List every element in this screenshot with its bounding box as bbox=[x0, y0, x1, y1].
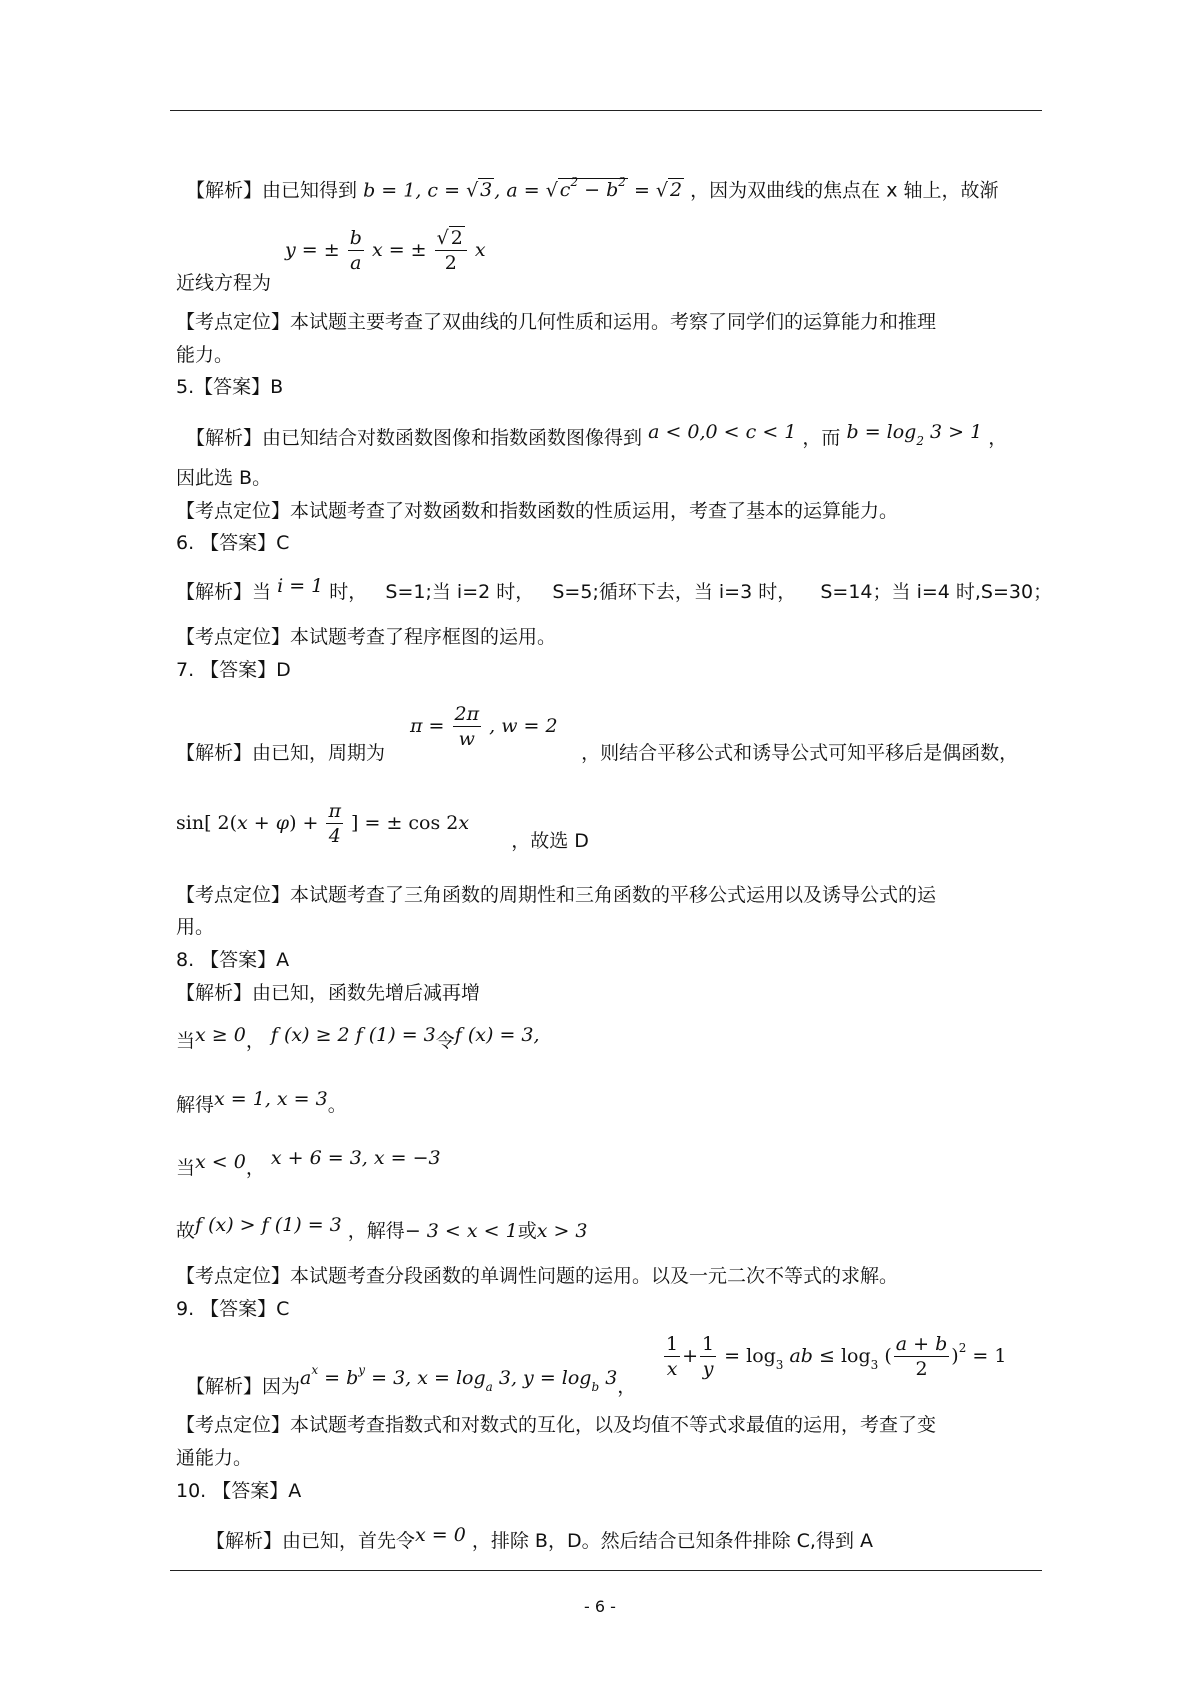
formula-i1: i = 1 bbox=[277, 575, 324, 597]
text: ， bbox=[617, 1375, 637, 1398]
formula-ac: a < 0,0 < c < 1 bbox=[648, 421, 797, 443]
q6-analysis bbox=[176, 575, 1053, 605]
text: ，解得 bbox=[347, 1220, 405, 1242]
q4-analysis-line1 bbox=[186, 172, 999, 203]
text: 【解析】当 bbox=[176, 581, 272, 603]
q9-analysis: 【解析】因为$a^x = b^y = 3$, $x = \log_a 3$, $y = \log_b 3$， bbox=[186, 1363, 637, 1398]
q8-analysis-line4: 当x < 0， x + 6 = 3, x = −3 bbox=[176, 1147, 441, 1179]
q10-analysis: 【解析】由已知，首先令x = 0 ，排除 B，D。然后结合已知条件排除 C,得到 A bbox=[206, 1524, 873, 1552]
q5-analysis-line2: 因此选 B。 bbox=[176, 467, 272, 489]
footer-rule bbox=[170, 1570, 1042, 1571]
q7-answer: 7. 【答案】D bbox=[176, 659, 291, 681]
page-number: - 6 - bbox=[584, 1597, 616, 1616]
q5-answer: 5.【答案】B bbox=[176, 376, 284, 398]
q4-kaodian-line2: 能力。 bbox=[176, 344, 234, 366]
q8-analysis-line5: 故f (x) > f (1) = 3 ，解得− 3 < x < 1或x > 3 bbox=[176, 1214, 588, 1242]
text: 。 bbox=[327, 1094, 347, 1116]
formula-sin: sin[ 2(x + φ) + bbox=[176, 812, 319, 834]
q9-mean-inequality: $\frac{1}{x}$ + $\frac{1}{y}$ = $\log_3$ ab ≤ $\log_3$ ( $\frac{a + b}{2}$ )$^2$ = 1 bbox=[666, 1333, 1007, 1380]
q10-answer: 10. 【答案】A bbox=[176, 1480, 302, 1502]
text: ，排除 B，D。然后结合已知条件排除 C,得到 A bbox=[471, 1530, 873, 1552]
q7-kaodian-line1: 【考点定位】本试题考查了三角函数的周期性和三角函数的平移公式运用以及诱导公式的运 bbox=[176, 884, 937, 906]
q4-analysis-line2: 近线方程为 bbox=[176, 272, 272, 294]
text: ，而 bbox=[802, 427, 841, 449]
header-rule bbox=[170, 110, 1042, 111]
formula-bca: b = 1, c = √ 3 , a = √ $c^2 - b^2$ = √ 2 bbox=[363, 175, 683, 202]
text: ， bbox=[245, 1157, 265, 1179]
q7-period-formula: π = $\frac{2\pi}{w}$ , w = 2 bbox=[410, 703, 558, 750]
text: 当 bbox=[176, 1030, 196, 1052]
q9-answer: 9. 【答案】C bbox=[176, 1298, 290, 1320]
q9-kaodian-line1: 【考点定位】本试题考查指数式和对数式的互化，以及均值不等式求最值的运用，考查了变 bbox=[176, 1414, 937, 1436]
text: ，则结合平移公式和诱导公式可知平移后是偶函数， bbox=[581, 742, 1019, 764]
q5-analysis-line1 bbox=[186, 421, 1008, 458]
q8-analysis-line3: 解得x = 1, x = 3。 bbox=[176, 1088, 347, 1116]
q6-kaodian: 【考点定位】本试题考查了程序框图的运用。 bbox=[176, 626, 557, 648]
q7-analysis-line2: sin[ 2(x + φ) + $\frac{\pi}{4}$ ] = ± cos 2x ，故选 D bbox=[176, 800, 589, 852]
q9-kaodian-line2: 通能力。 bbox=[176, 1447, 253, 1469]
text: 【解析】由已知，周期为 bbox=[176, 742, 386, 764]
q8-kaodian: 【考点定位】本试题考查分段函数的单调性问题的运用。以及一元二次不等式的求解。 bbox=[176, 1265, 899, 1287]
text: 当 bbox=[176, 1157, 196, 1179]
text: ， bbox=[988, 427, 1008, 449]
label: 【解析】由已知得到 bbox=[186, 179, 358, 202]
text: 令 bbox=[435, 1030, 455, 1052]
text: ，故选 D bbox=[511, 830, 589, 852]
q7-analysis-line1 bbox=[176, 740, 1018, 766]
text: 【解析】由已知，首先令 bbox=[206, 1530, 416, 1552]
text: ， bbox=[245, 1030, 265, 1052]
q4-kaodian-line1: 【考点定位】本试题主要考查了双曲线的几何性质和运用。考察了同学们的运算能力和推理 bbox=[176, 311, 937, 333]
q6-answer: 6. 【答案】C bbox=[176, 532, 290, 554]
text: ，因为双曲线的焦点在 x 轴上，故渐 bbox=[690, 179, 999, 202]
q8-answer: 8. 【答案】A bbox=[176, 949, 290, 971]
text: 或 bbox=[517, 1220, 537, 1242]
q4-asymptote-formula: y = ± $\frac{b}{a}$ x = ± $\frac{√ 2}{2}$ x bbox=[285, 227, 486, 274]
text: 【解析】因为 bbox=[186, 1375, 301, 1398]
text: 解得 bbox=[176, 1094, 215, 1116]
text: 故 bbox=[176, 1220, 196, 1242]
text: 【解析】由已知结合对数函数图像和指数函数图像得到 bbox=[186, 427, 643, 449]
q7-kaodian-line2: 用。 bbox=[176, 916, 215, 938]
formula-b-log: $b = \log_2 3 > 1$ bbox=[846, 421, 983, 448]
q8-analysis-line2: 当x ≥ 0， f (x) ≥ 2 f (1) = 3令f (x) = 3, bbox=[176, 1024, 540, 1052]
q5-kaodian: 【考点定位】本试题考查了对数函数和指数函数的性质运用，考查了基本的运算能力。 bbox=[176, 500, 899, 522]
q8-analysis-line1: 【解析】由已知，函数先增后减再增 bbox=[176, 982, 481, 1004]
text: 时， S=1;当 i=2 时， S=5;循环下去，当 i=3 时， S=14；当 i=4 时,S=30； bbox=[329, 581, 1053, 603]
